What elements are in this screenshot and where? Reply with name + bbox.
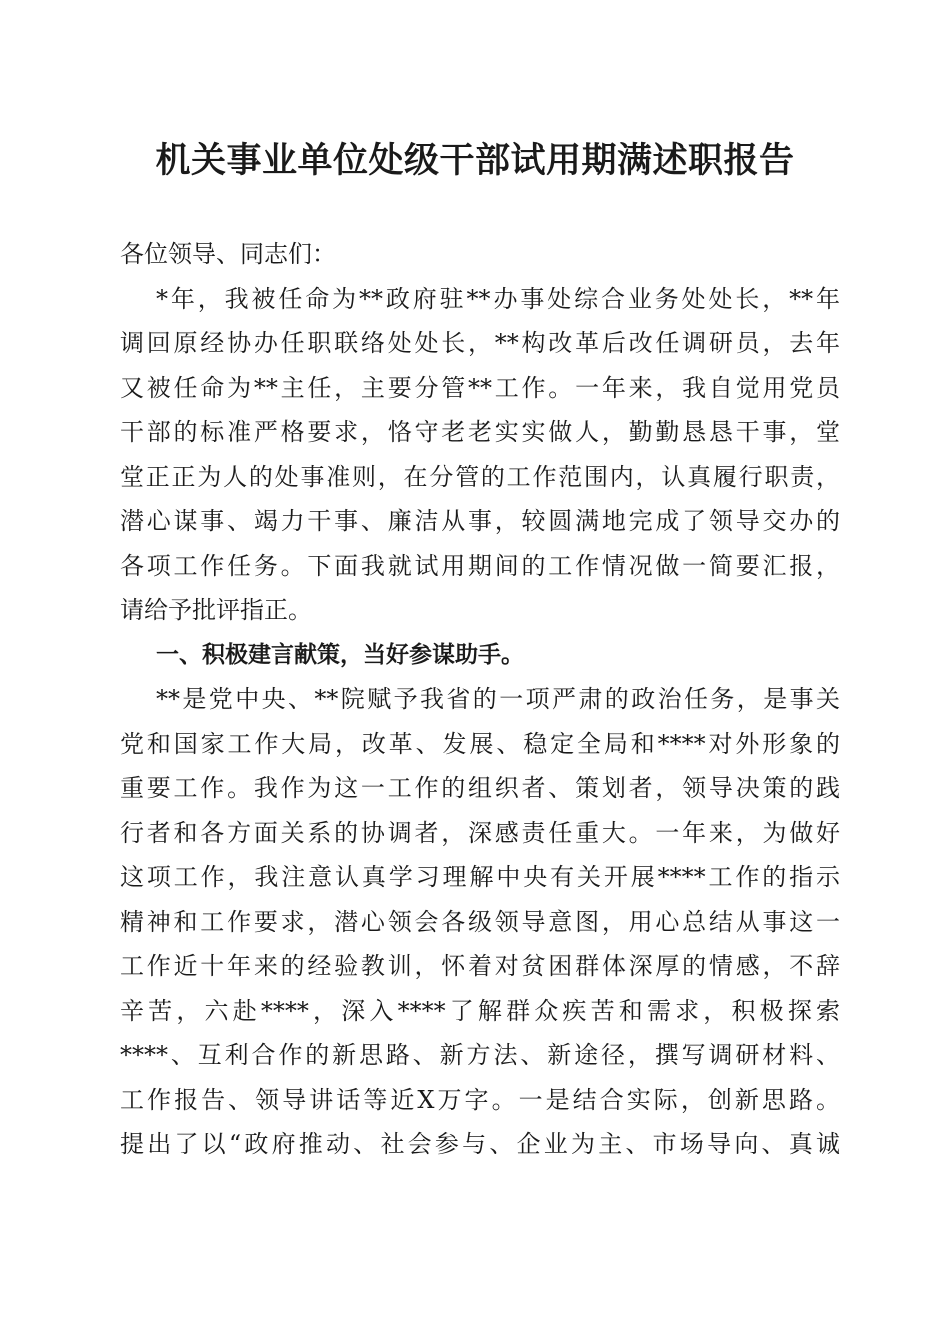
paragraph-line: *年，我被任命为**政府驻**办事处综合业务处处长，**年 [156, 284, 840, 313]
paragraph-line: 这项工作，我注意认真学习理解中央有关开展****工作的指示 [120, 863, 840, 891]
paragraph-line: 工作近十年来的经验教训，怀着对贫困群体深厚的情感，不辞 [120, 952, 840, 980]
paragraph-section1 [120, 677, 840, 1167]
paragraph-line: 潜心谋事、竭力干事、廉洁从事，较圆满地完成了领导交办的 [120, 507, 840, 535]
paragraph-line: 重要工作。我作为这一工作的组织者、策划者，领导决策的践 [120, 774, 840, 802]
paragraph-line: ****、互利合作的新思路、新方法、新途径，撰写调研材料、 [120, 1041, 840, 1069]
paragraph-intro [120, 277, 840, 633]
paragraph-line: **是党中央、**院赋予我省的一项严肃的政治任务，是事关 [156, 685, 840, 713]
document-title: 机关事业单位处级干部试用期满述职报告 [155, 140, 795, 181]
section-heading: 一、积极建言献策，当好参谋助手。 [156, 641, 524, 668]
paragraph-line: 行者和各方面关系的协调者，深感责任重大。一年来，为做好 [120, 818, 840, 847]
paragraph-line: 提出了以“政府推动、社会参与、企业为主、市场导向、真诚 [120, 1130, 840, 1158]
document-body [120, 232, 840, 1167]
salutation: 各位领导、同志们： [120, 240, 336, 268]
paragraph-line: 干部的标准严格要求，恪守老老实实做人，勤勤恳恳干事，堂 [120, 418, 840, 446]
paragraph-line: 精神和工作要求，潜心领会各级领导意图，用心总结从事这一 [120, 907, 840, 936]
paragraph-line: 堂正正为人的处事准则，在分管的工作范围内，认真履行职责， [120, 462, 840, 491]
paragraph-line: 请给予批评指正。 [120, 596, 312, 624]
paragraph-line: 党和国家工作大局，改革、发展、稳定全局和****对外形象的 [120, 729, 840, 758]
paragraph-line: 辛苦，六赴****，深入****了解群众疾苦和需求，积极探索 [120, 996, 840, 1025]
paragraph-line: 各项工作任务。下面我就试用期间的工作情况做一简要汇报， [120, 551, 840, 580]
paragraph-line: 又被任命为**主任，主要分管**工作。一年来，我自觉用党员 [120, 373, 840, 402]
paragraph-line: 工作报告、领导讲话等近X万字。一是结合实际，创新思路。 [120, 1085, 840, 1114]
paragraph-line: 调回原经协办任职联络处处长，**构改革后改任调研员，去年 [120, 329, 840, 357]
